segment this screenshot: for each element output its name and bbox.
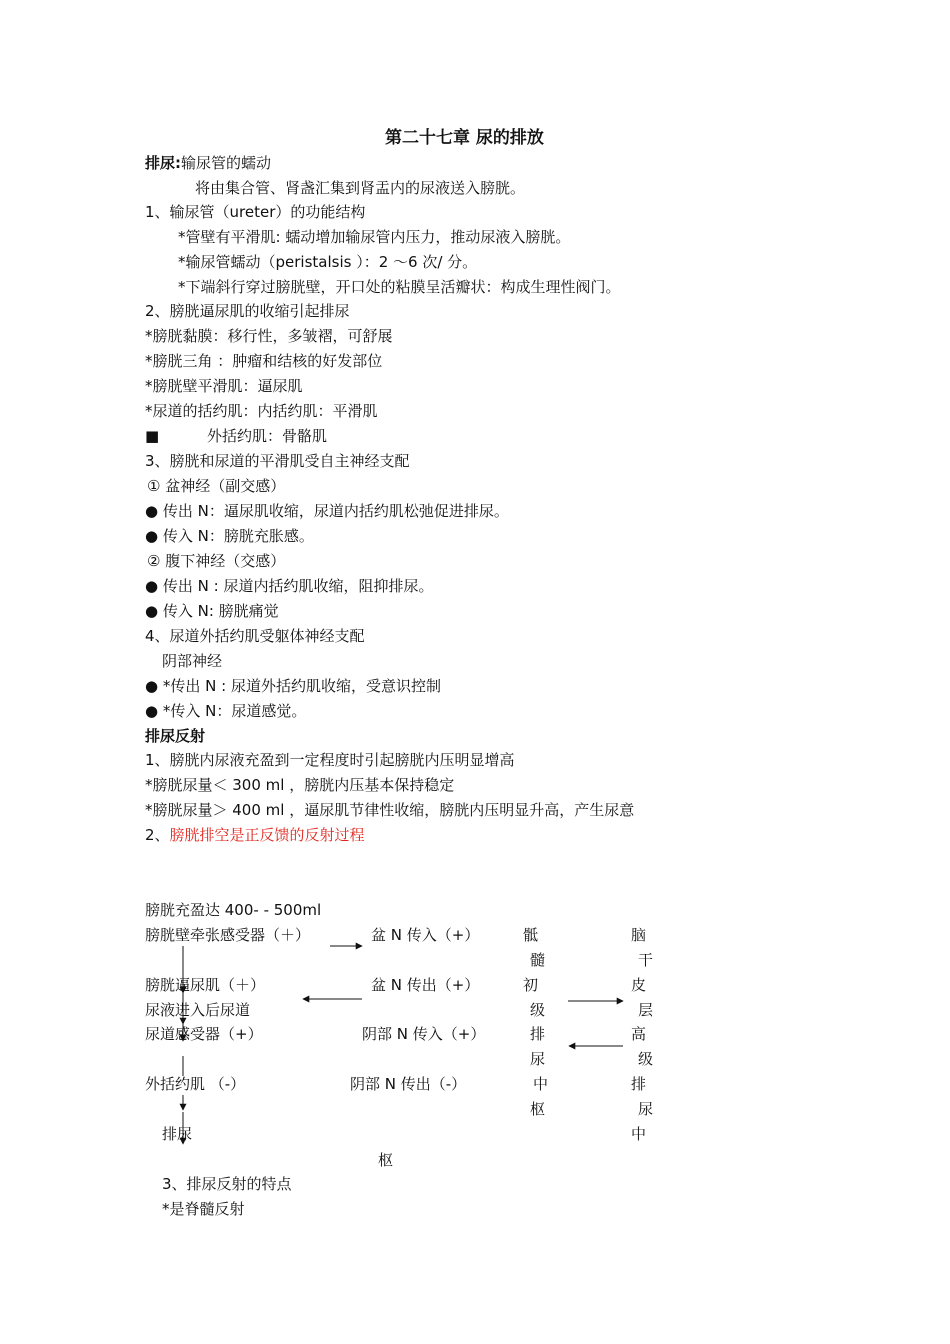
diagram-left-node: 尿道感受器（+） — [145, 1025, 263, 1043]
diagram-middle-node: 阴部 N 传出（-） — [350, 1075, 467, 1093]
diagram-middle-bottom: 枢 — [378, 1151, 394, 1169]
section-5-item: *是脊髓反射 — [162, 1200, 245, 1218]
circled-two-marker: ② — [147, 552, 161, 570]
hypogastric-nerve-heading — [147, 551, 285, 571]
diagram-left-node: 排尿 — [162, 1125, 193, 1143]
section-4-heading: 4、尿道外括约肌受躯体神经支配 — [145, 627, 365, 645]
bullet-icon: ● — [145, 602, 159, 620]
section-3-heading: 3、膀胱和尿道的平滑肌受自主神经支配 — [145, 452, 410, 470]
diagram-middle-node: 盆 N 传出（+） — [371, 976, 480, 994]
bullet-item — [145, 526, 314, 546]
section-1-item: *输尿管蠕动（peristalsis ）：2 ～6 次/ 分。 — [178, 253, 478, 271]
page-title: 第二十七章 尿的排放 — [385, 128, 544, 148]
bullet-item — [145, 501, 509, 521]
bullet-text: 传入 N: 膀胱痛觉 — [162, 602, 279, 620]
hypogastric-nerve-label: 腹下神经（交感） — [165, 552, 286, 570]
intro-desc: 将由集合管、肾盏汇集到肾盂内的尿液送入膀胱。 — [195, 179, 526, 197]
bullet-item — [145, 701, 306, 721]
bullet-text: 传出 N : 尿道内括约肌收缩，阻抑排尿。 — [162, 577, 434, 595]
brain-center-char: 级 — [638, 1050, 654, 1068]
diagram-middle-node: 阴部 N 传入（+） — [362, 1025, 486, 1043]
section-2-item: *膀胱黏膜：移行性，多皱褶，可舒展 — [145, 327, 393, 345]
spinal-center-char: 尿 — [530, 1050, 546, 1068]
spinal-center-char: 骶 — [523, 926, 539, 944]
reflex-item: *膀胱尿量＜ 300 ml ，膀胱内压基本保持稳定 — [145, 776, 455, 794]
external-sphincter: 外括约肌：骨骼肌 — [207, 427, 328, 445]
bullet-item — [145, 576, 433, 596]
section-1-item: *下端斜行穿过膀胱壁，开口处的粘膜呈活瓣状：构成生理性阀门。 — [178, 278, 621, 296]
reflex-item: *膀胱尿量＞ 400 ml ，逼尿肌节律性收缩，膀胱内压明显升高，产生尿意 — [145, 801, 635, 819]
brain-center-char: 皮 — [631, 976, 647, 994]
section-2-item: *膀胱三角 ：肿瘤和结核的好发部位 — [145, 352, 383, 370]
bullet-icon: ● — [145, 527, 159, 545]
positive-feedback-prefix: 2、 — [145, 826, 170, 844]
bullet-icon: ● — [145, 502, 159, 520]
reflex-item: 1、膀胱内尿液充盈到一定程度时引起膀胱内压明显增高 — [145, 751, 515, 769]
pudendal-nerve: 阴部神经 — [162, 652, 223, 670]
brain-center-char: 干 — [638, 951, 654, 969]
bullet-text: 传入 N：膀胱充胀感。 — [162, 527, 314, 545]
brain-center-char: 中 — [631, 1125, 647, 1143]
diagram-left-node: 膀胱壁牵张感受器（＋） — [145, 926, 311, 944]
intro-label: 排尿: — [145, 154, 181, 172]
section-1-item: *管壁有平滑肌: 蠕动增加输尿管内压力，推动尿液入膀胱。 — [178, 228, 571, 246]
diagram-left-node: 外括约肌 （-） — [145, 1075, 246, 1093]
brain-center-char: 尿 — [638, 1100, 654, 1118]
pelvic-nerve-label: 盆神经（副交感） — [165, 477, 286, 495]
spinal-center-char: 枢 — [530, 1100, 546, 1118]
section-2-heading: 2、膀胱逼尿肌的收缩引起排尿 — [145, 302, 350, 320]
diagram-left-node: 膀胱充盈达 400- - 500ml — [145, 901, 322, 919]
intro-text: 输尿管的蠕动 — [181, 154, 272, 172]
spinal-center-char: 初 — [523, 976, 539, 994]
spinal-center-char: 级 — [530, 1001, 546, 1019]
bullet-icon: ● — [145, 677, 159, 695]
bullet-item — [145, 676, 441, 696]
reflex-heading: 排尿反射 — [145, 727, 206, 745]
section-2-item: *膀胱壁平滑肌：逼尿肌 — [145, 377, 303, 395]
bullet-text: *传出 N : 尿道外括约肌收缩，受意识控制 — [162, 677, 441, 695]
brain-center-char: 脑 — [631, 926, 647, 944]
brain-center-char: 排 — [631, 1075, 647, 1093]
brain-center-char: 层 — [638, 1001, 654, 1019]
positive-feedback-line — [145, 825, 365, 845]
pelvic-nerve-heading — [147, 476, 285, 496]
spinal-center-char: 排 — [530, 1025, 546, 1043]
diagram-middle-node: 盆 N 传入（+） — [371, 926, 480, 944]
bullet-text: *传入 N：尿道感觉。 — [162, 702, 307, 720]
positive-feedback-text: 膀胱排空是正反馈的反射过程 — [169, 826, 365, 844]
diagram-left-node: 膀胱逼尿肌（＋） — [145, 976, 266, 994]
bullet-icon: ● — [145, 702, 159, 720]
spinal-center-char: 中 — [533, 1075, 549, 1093]
section-1-heading: 1、输尿管（ureter）的功能结构 — [145, 203, 366, 221]
section-5-heading: 3、排尿反射的特点 — [162, 1175, 292, 1193]
section-2-item: *尿道的括约肌：内括约肌：平滑肌 — [145, 402, 378, 420]
bullet-icon: ● — [145, 577, 159, 595]
circled-one-marker: ① — [147, 477, 161, 495]
spinal-center-char: 髓 — [530, 951, 546, 969]
diagram-left-node: 尿液进入后尿道 — [145, 1001, 251, 1019]
square-bullet: ■ — [145, 427, 160, 445]
bullet-text: 传出 N：逼尿肌收缩，尿道内括约肌松弛促进排尿。 — [162, 502, 509, 520]
bullet-item — [145, 601, 279, 621]
intro-line — [145, 153, 271, 173]
brain-center-char: 高 — [631, 1025, 647, 1043]
